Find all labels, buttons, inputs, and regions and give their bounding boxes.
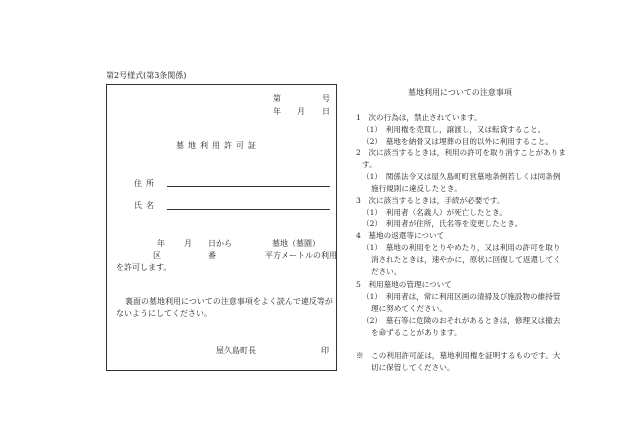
notice-line-1: 裏面の墓地利用についての注意事項をよく読んで違反等が bbox=[125, 297, 333, 306]
issuer-name: 屋久島町長 bbox=[216, 346, 256, 355]
date-day: 日 bbox=[322, 107, 330, 116]
permit-form bbox=[106, 84, 337, 371]
seal-mark: 印 bbox=[321, 346, 329, 355]
lot-label: 番 bbox=[208, 251, 216, 260]
notes-line: 切に保管してください。 bbox=[371, 363, 455, 372]
notes-line: す。 bbox=[362, 160, 377, 169]
name-line bbox=[167, 209, 330, 210]
name-label: 氏名 bbox=[134, 201, 158, 210]
notes-line: 5 利用墓地の管理について bbox=[356, 280, 452, 289]
notes-line: （2） 墓石等に危険のおそれがあるときは，修理又は撤去 bbox=[362, 316, 561, 325]
date-month: 月 bbox=[297, 107, 305, 116]
notes-line: 3 次に該当するときは，手続が必要です。 bbox=[356, 196, 505, 205]
notes-title: 墓地利用についての注意事項 bbox=[408, 88, 512, 97]
notes-line: （1） 利用者（名義人）が死亡したとき。 bbox=[362, 208, 508, 217]
notes-line: 施行規則に違反したとき。 bbox=[371, 184, 462, 193]
address-line bbox=[167, 186, 330, 187]
form-title: 墓地利用許可証 bbox=[176, 141, 260, 150]
notes-line: 4 墓地の返還等について bbox=[356, 231, 445, 240]
notes-line: 1 次の行為は，禁止されています。 bbox=[356, 113, 482, 122]
notes-line: ださい。 bbox=[371, 267, 402, 276]
notes-line: （1） 利用者は，常に利用区画の清掃及び施設物の維持管 bbox=[362, 292, 561, 301]
notes-line: （1） 墓地の利用をとりやめたり，又は利用の許可を取り bbox=[362, 243, 561, 252]
notes-line: 消されたときは，速やかに，原状に回復して返還してく bbox=[371, 255, 561, 264]
address-label: 住所 bbox=[134, 179, 158, 188]
permit-text: を許可します。 bbox=[116, 263, 172, 272]
notes-line: ※ この利用許可証は，墓地利用権を証明するものです。大 bbox=[356, 351, 561, 360]
notes-line: （2） 墓地を納骨又は埋葬の目的以外に利用すること。 bbox=[362, 137, 553, 146]
ward-label: 区 bbox=[153, 251, 161, 260]
date-year: 年 bbox=[273, 107, 281, 116]
notes-line: 2 次に該当するときは，利用の許可を取り消すことがありま bbox=[356, 148, 566, 157]
period-from: 日から bbox=[208, 239, 232, 248]
period-month: 月 bbox=[184, 239, 192, 248]
notice-line-2: ないようにしてください。 bbox=[116, 309, 212, 318]
cemetery-name: 墓地（墓園） bbox=[272, 239, 320, 248]
form-style-label: 第2号様式(第3条関係) bbox=[106, 71, 187, 80]
number-label: 第 bbox=[273, 94, 281, 103]
notes-line: （2） 利用者が住所，氏名等を変更したとき。 bbox=[362, 219, 523, 228]
number-suffix: 号 bbox=[322, 94, 330, 103]
area-use-label: 平方メートルの利用 bbox=[265, 251, 337, 260]
notes-line: を命ずることがあります。 bbox=[371, 328, 462, 337]
notes-line: 理に努めてください。 bbox=[371, 304, 447, 313]
notes-line: （1） 関係法令又は屋久島町町営墓地条例若しくは同条例 bbox=[362, 172, 561, 181]
period-year: 年 bbox=[157, 239, 165, 248]
notes-line: （1） 利用権を売買し，譲渡し，又は転貸すること。 bbox=[362, 125, 546, 134]
